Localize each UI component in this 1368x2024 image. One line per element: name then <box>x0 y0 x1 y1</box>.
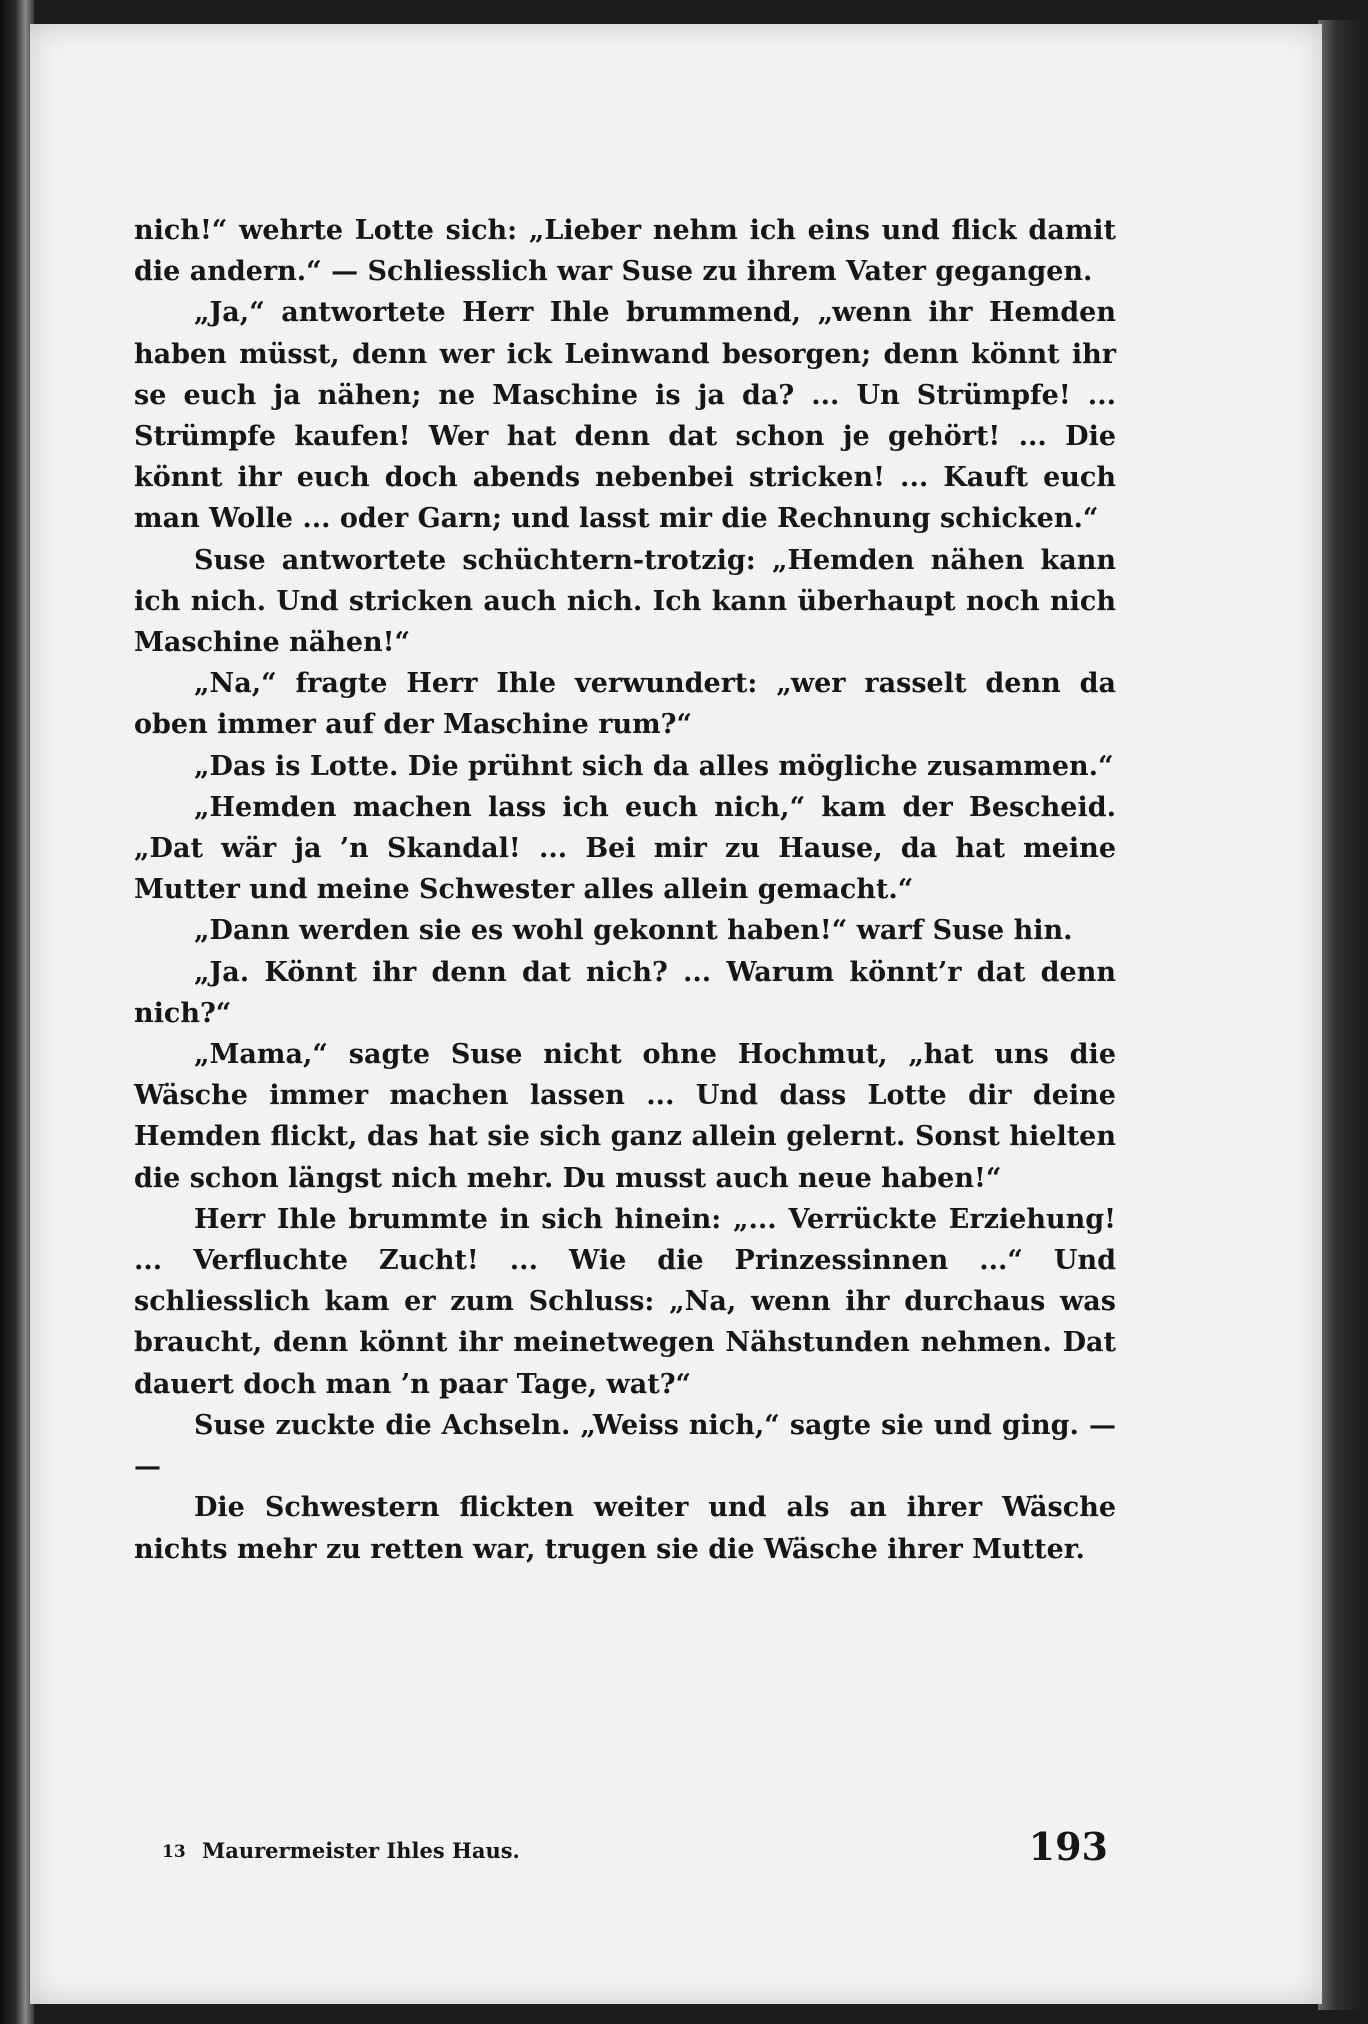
paragraph-7: „Dann werden sie es wohl gekonnt haben!“ warf Suse hin. <box>194 915 1073 947</box>
paragraph-5: „Das is Lotte. Die prühnt sich da alles mögliche zusammen.“ <box>194 750 1114 782</box>
page-number: 193 <box>1028 1824 1108 1869</box>
paragraph-1: nich!“ wehrte Lotte sich: „Lieber nehm ich eins und flick damit die andern.“ — Schliesslich war Suse zu ihrem Vater gegangen. <box>134 215 1116 288</box>
paragraph-2: „Ja,“ antwortete Herr Ihle brummend, „wenn ihr Hemden haben müsst, denn wer ick Leinwand besorgen; denn könnt ihr se euch ja nähen; ne Maschine is ja da? ... Un Strümpfe! ... Strümpfe kaufen! Wer hat denn dat schon je gehört! ... Die könnt ihr euch doch abends nebenbei stricken! ... Kauft euch man Wolle ... oder Garn; und lasst mir die Rechnung schicken.“ <box>134 297 1116 535</box>
paragraph-6: „Hemden machen lass ich euch nich,“ kam der Bescheid. „Dat wär ja ’n Skandal! ... Bei mir zu Hause, da hat meine Mutter und meine Schwester alles allein gemacht.“ <box>134 791 1116 906</box>
paragraph-10: Herr Ihle brummte in sich hinein: „... Verrückte Erziehung! ... Verfluchte Zucht! ... Wie die Prinzessinnen ...“ Und schliesslich kam er zum Schluss: „Na, wenn ihr durchaus was braucht, denn könnt ihr meinetwegen Nähstunden nehmen. Dat dauert doch man ’n paar Tage, wat?“ <box>134 1203 1116 1400</box>
paragraph-8: „Ja. Könnt ihr denn dat nich? ... Warum könnt’r dat denn nich?“ <box>134 956 1116 1029</box>
paragraph-9: „Mama,“ sagte Suse nicht ohne Hochmut, „hat uns die Wäsche immer machen lassen ... Und dass Lotte dir deine Hemden flickt, das hat sie sich ganz allein gelernt. Sonst hielten die schon längst nich mehr. Du musst auch neue haben!“ <box>134 1039 1116 1194</box>
facing-page-edge <box>0 0 34 2024</box>
book-cover-edge <box>1318 20 1364 2010</box>
body-text <box>134 210 1116 1570</box>
signature-title: Maurermeister Ihles Haus. <box>202 1838 520 1863</box>
page-footer <box>134 1824 1116 1874</box>
paragraph-3: Suse antwortete schüchtern-trotzig: „Hemden nähen kann ich nich. Und stricken auch nich. Ich kann überhaupt noch nich Maschine nähen!“ <box>134 544 1116 659</box>
paragraph-11: Suse zuckte die Achseln. „Weiss nich,“ sagte sie und ging. — — <box>134 1409 1116 1483</box>
signature-number: 13 <box>162 1842 186 1862</box>
paragraph-4: „Na,“ fragte Herr Ihle verwundert: „wer rasselt denn da oben immer auf der Maschine rum?“ <box>134 668 1116 741</box>
paragraph-12: Die Schwestern flickten weiter und als an ihrer Wäsche nichts mehr zu retten war, trugen sie die Wäsche ihrer Mutter. <box>134 1492 1116 1565</box>
book-page <box>30 24 1322 2004</box>
